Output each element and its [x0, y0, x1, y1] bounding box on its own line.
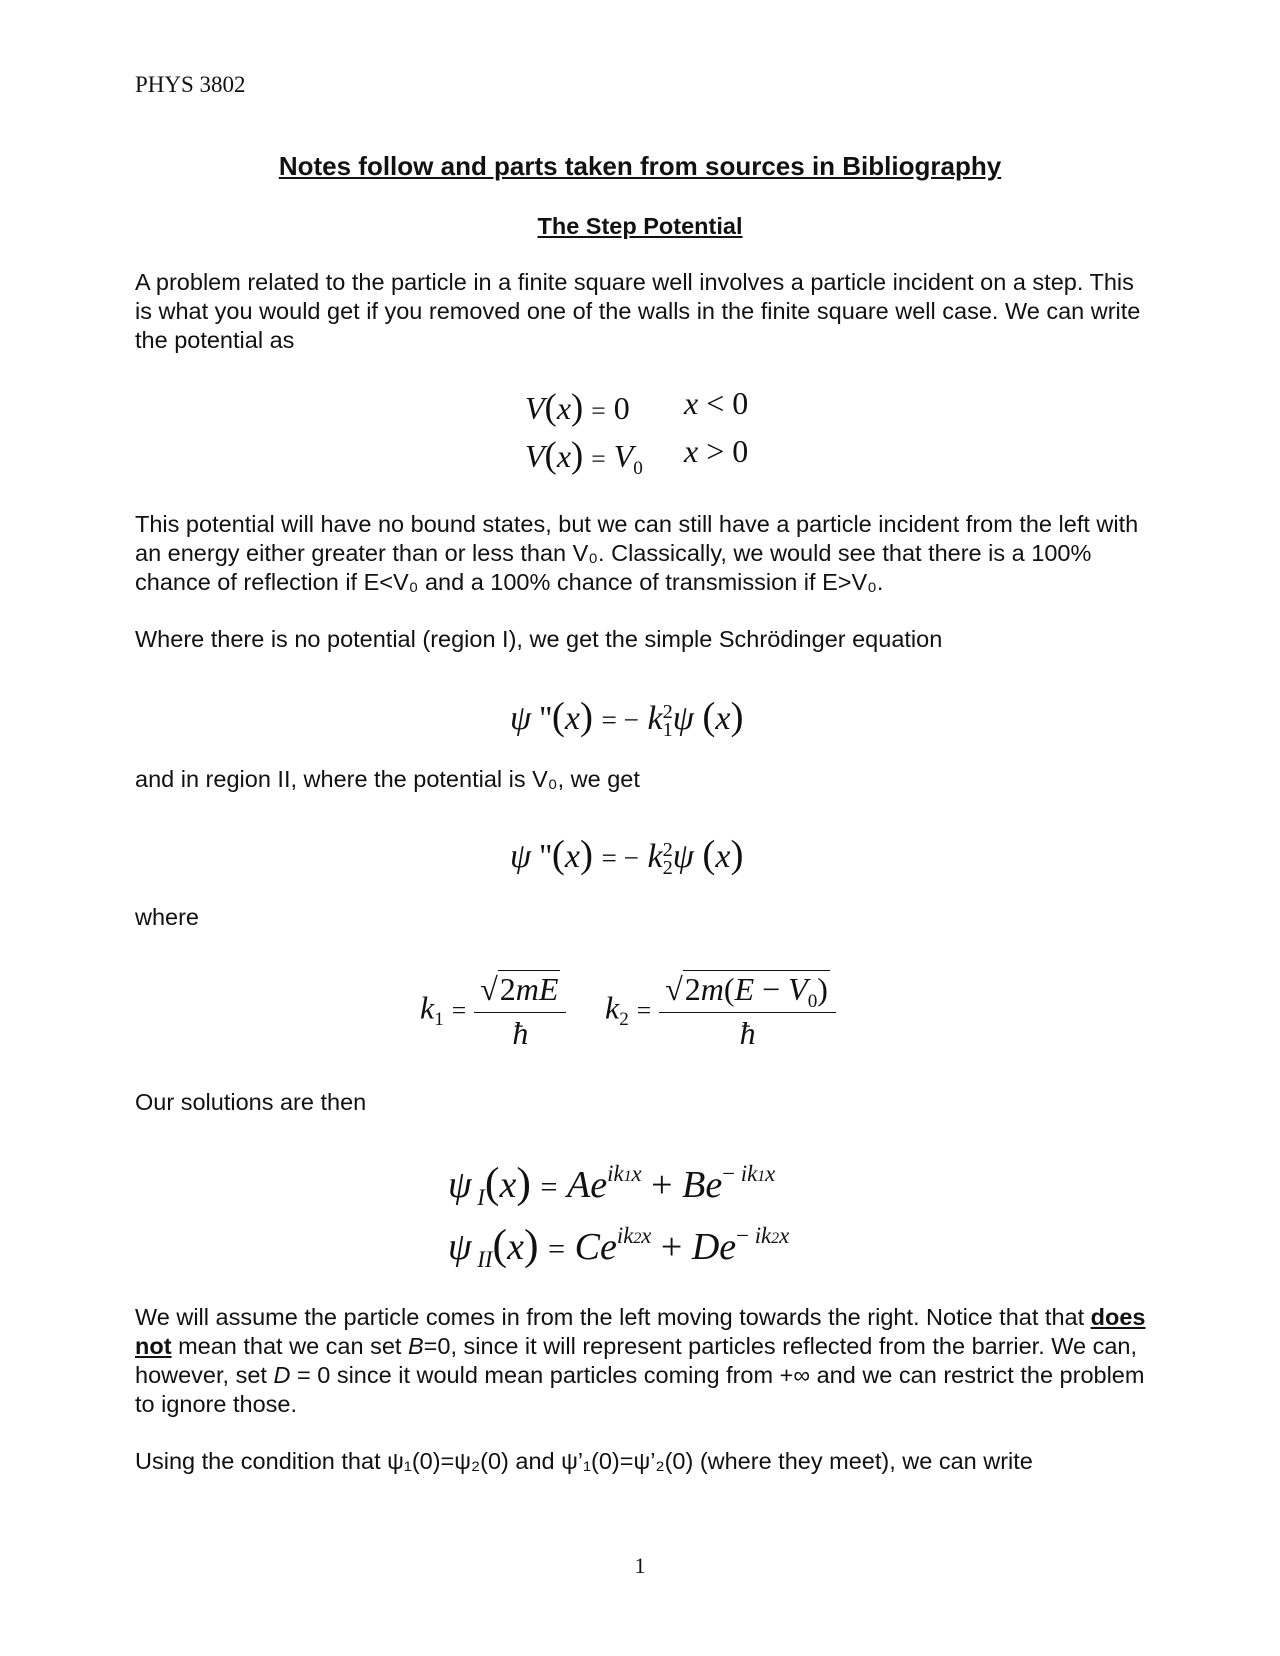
- assumption-text-2: mean that we can set: [171, 1333, 408, 1359]
- paragraph-region-1: Where there is no potential (region I), we get the simple Schrödinger equation: [135, 626, 943, 652]
- section-title: The Step Potential: [537, 213, 743, 239]
- variable-d: D: [273, 1362, 291, 1388]
- paragraph-classical: This potential will have no bound states, but we can still have a particle incident from the left with an energy either greater than or less than V₀. Classically, we would see that there is a 100% chance of reflection if E<V₀ and a 100% chance of transmission if E>V₀.: [135, 511, 1139, 595]
- paragraph-region-2: and in region II, where the potential is V₀, we get: [135, 766, 640, 792]
- paragraph-boundary-conditions: Using the condition that ψ₁(0)=ψ₂(0) and ψ’₁(0)=ψ’₂(0) (where they meet), we can write: [135, 1448, 1033, 1474]
- page-number: 1: [634, 1553, 646, 1578]
- assumption-text-1: We will assume the particle comes in from the left moving towards the right. Notice that that: [135, 1304, 1091, 1330]
- schrodinger-equation-region-1: ψ ''(x) = − k 2 1 ψ (x): [510, 695, 744, 742]
- course-code: PHYS 3802: [135, 72, 246, 97]
- paragraph-solutions: Our solutions are then: [135, 1089, 367, 1115]
- k2-definition: $k_2$ = $\frac{√2m(E - V_0)}{ħ}$: [605, 970, 836, 1052]
- wavefunction-region-2: ψ $_{II}(x) = Ce^{ik2x} + De^{- ik2x}$: [448, 1221, 790, 1272]
- page-title: Notes follow and parts taken from sources in Bibliography: [278, 151, 1002, 181]
- potential-equation-1: V(x) = 0: [525, 386, 630, 427]
- assumption-text-3: =0, since it will represent particles reflected from the barrier. We can, however, set: [135, 1333, 1138, 1388]
- potential-condition-2: x > 0: [684, 433, 749, 469]
- schrodinger-equation-region-2: ψ ''(x) = − k 2 2 ψ (x): [510, 833, 744, 880]
- variable-b: B: [407, 1333, 424, 1359]
- assumption-text-4: = 0 since it would mean particles coming from +∞ and we can restrict the problem to ignore those.: [135, 1362, 1145, 1417]
- potential-equation-2: $V(x) = V_0$: [525, 434, 643, 479]
- emphasis-does-not: does not: [135, 1304, 1146, 1359]
- paragraph-intro: A problem related to the particle in a finite square well involves a particle incident on a step. This is what you would get if you removed one of the walls in the finite square well case. We can write the potential as: [135, 269, 1141, 353]
- k1-definition: $k_1$ = $\frac{√2mE}{ħ}$: [420, 970, 566, 1052]
- potential-condition-1: x < 0: [684, 385, 749, 421]
- paragraph-where: where: [135, 904, 200, 930]
- wavefunction-region-1: ψ $_I(x) = Ae^{ik1x} + Be^{- ik1x}$: [448, 1159, 776, 1210]
- paragraph-assumption: [135, 1303, 1150, 1419]
